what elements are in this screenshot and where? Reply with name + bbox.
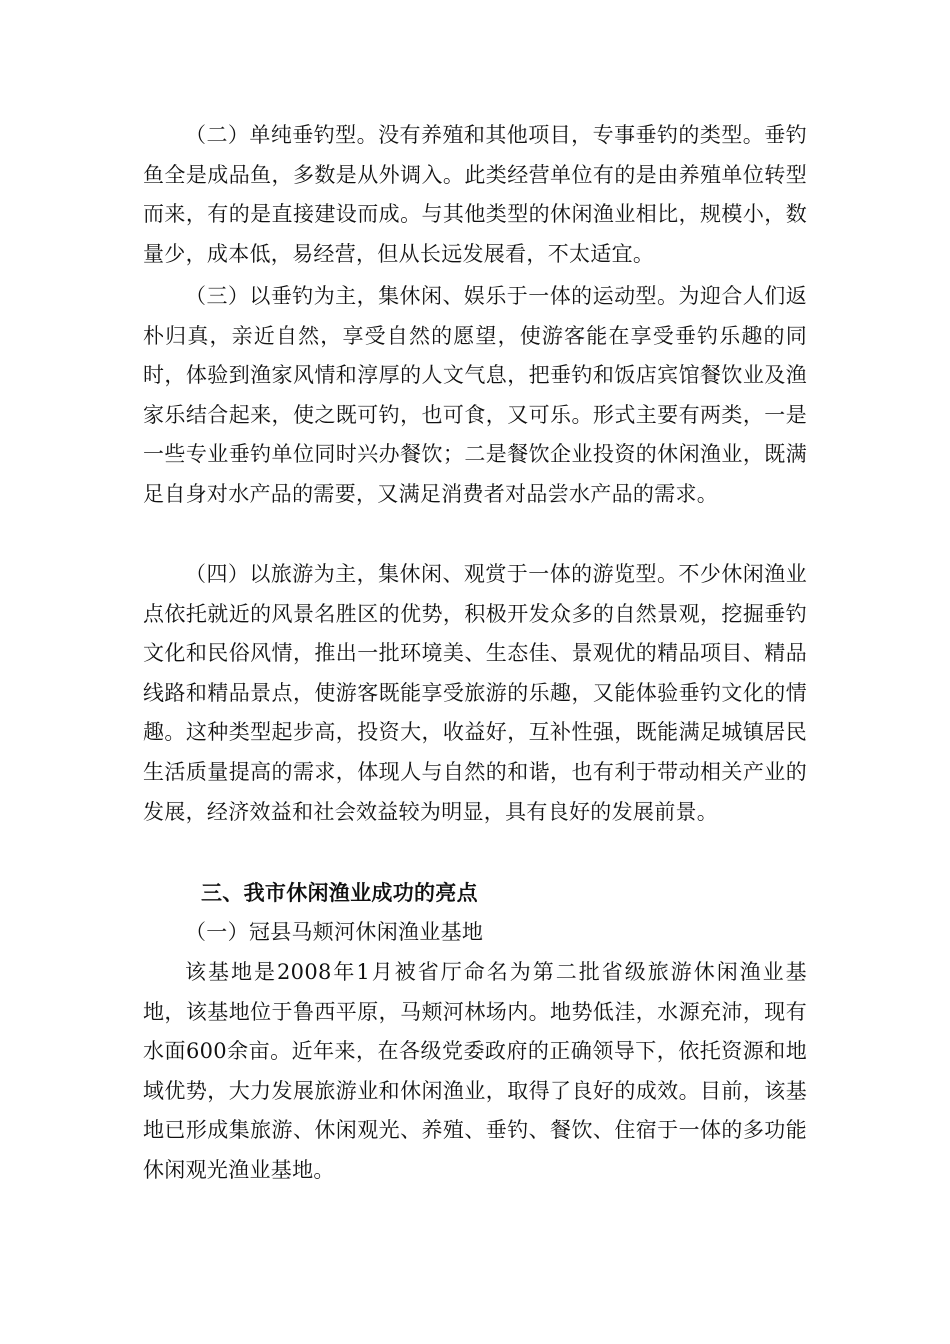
paragraph-single-fishing-type: （二）单纯垂钓型。没有养殖和其他项目，专事垂钓的类型。垂钓鱼全是成品鱼，多数是从外调入。此类经营单位有的是由养殖单位转型而来，有的是直接建设而成。与其他类型的休闲渔业相比，规模小，数量少，成本低，易经营，但从长远发展看，不太适宜。 [143, 123, 807, 266]
paragraph-sport-type: （三）以垂钓为主，集休闲、娱乐于一体的运动型。为迎合人们返朴归真，亲近自然，享受自然的愿望，使游客能在享受垂钓乐趣的同时，体验到渔家风情和淳厚的人文气息，把垂钓和饭店宾馆餐饮业及渔家乐结合起来，使之既可钓，也可食，又可乐。形式主要有两类，一是一些专业垂钓单位同时兴办餐饮；二是餐饮企业投资的休闲渔业，既满足自身对水产品的需要，又满足消费者对品尝水产品的需求。 [143, 284, 807, 506]
paragraph-guanxian-base: 该基地是2008年1月被省厅命名为第二批省级旅游休闲渔业基地，该基地位于鲁西平原，马颊河林场内。地势低洼，水源充沛，现有水面600余亩。近年来，在各级党委政府的正确领导下，依托资源和地域优势，大力发展旅游业和休闲渔业，取得了良好的成效。目前，该基地已形成集旅游、休闲观光、养殖、垂钓、餐饮、住宿于一体的多功能休闲观光渔业基地。 [143, 960, 807, 1182]
section-heading: 三、我市休闲渔业成功的亮点 [201, 881, 478, 905]
subsection-heading: （一）冠县马颊河休闲渔业基地 [185, 920, 484, 944]
paragraph-sightseeing-type: （四）以旅游为主，集休闲、观赏于一体的游览型。不少休闲渔业点依托就近的风景名胜区的优势，积极开发众多的自然景观，挖掘垂钓文化和民俗风情，推出一批环境美、生态佳、景观优的精品项目、精品线路和精品景点，使游客既能享受旅游的乐趣，又能体验垂钓文化的情趣。这种类型起步高，投资大，收益好，互补性强，既能满足城镇居民生活质量提高的需求，体现人与自然的和谐，也有利于带动相关产业的发展，经济效益和社会效益较为明显，具有良好的发展前景。 [143, 562, 807, 824]
